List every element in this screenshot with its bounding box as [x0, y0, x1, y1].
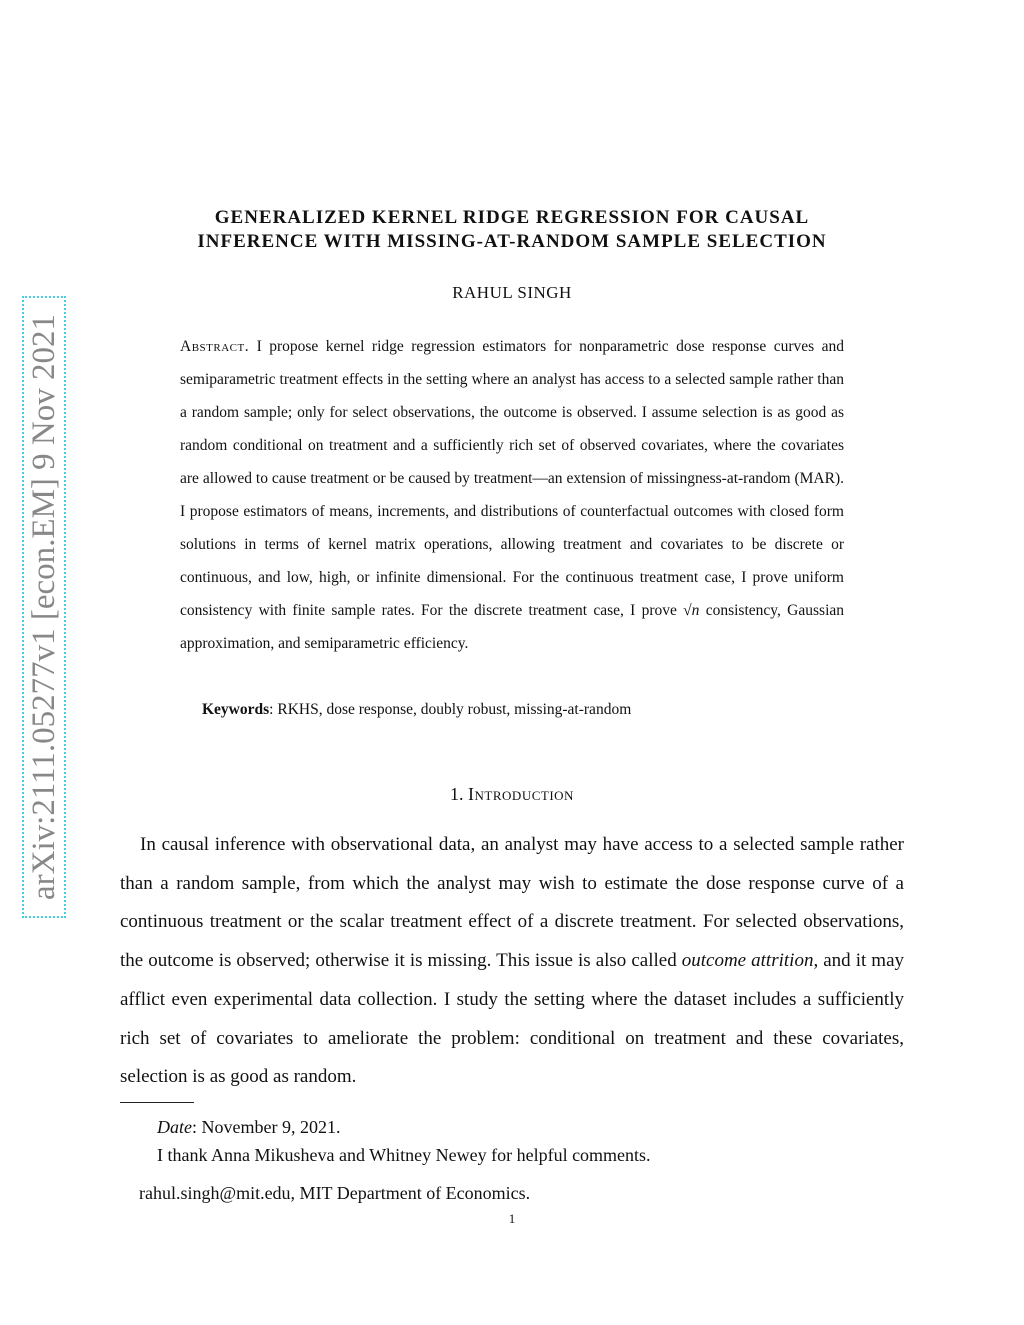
section-heading: [0, 784, 1024, 805]
footnote-rule: [120, 1102, 194, 1103]
date-value: : November 9, 2021.: [192, 1117, 341, 1137]
footnote-acknowledgment: I thank Anna Mikusheva and Whitney Newey for helpful comments.: [157, 1145, 651, 1165]
arxiv-identifier[interactable]: arXiv:2111.05277v1 [econ.EM] 9 Nov 2021: [26, 314, 62, 900]
introduction-paragraph: [120, 826, 904, 1097]
paper-title-line-1: GENERALIZED KERNEL RIDGE REGRESSION FOR CAUSAL: [214, 207, 810, 228]
abstract-label: Abstract.: [180, 338, 250, 355]
author-name: RAHUL SINGH: [452, 283, 572, 302]
sqrt-n-symbol: √n: [683, 602, 700, 619]
section-title: Introduction: [468, 784, 574, 804]
paper-title-line-2: INFERENCE WITH MISSING-AT-RANDOM SAMPLE SELECTION: [197, 231, 827, 252]
intro-emphasis: outcome attrition: [681, 950, 814, 972]
footnote-affiliation: rahul.singh@mit.edu, MIT Department of Economics.: [139, 1183, 531, 1203]
date-label: Date: [157, 1117, 192, 1137]
intro-text: In causal inference with observational data, an analyst may have access to a selected sample rather than a random sample, from which the analyst may wish to estimate the dose response curve of a continuous treatment or the scalar treatment effect of a discrete treatment. For selected observations, the outcome is observed; otherwise it is missing. This issue is also called: [120, 834, 904, 972]
abstract-body: I propose kernel ridge regression estimators for nonparametric dose response curves and semiparametric treatment effects in the setting where an analyst has access to a selected sample rather than a random sample; only for select observations, the outcome is observed. I assume selection is as good as random conditional on treatment and a sufficiently rich set of observed covariates, where the covariates are allowed to cause treatment or be caused by treatment—an extension of missingness-at-random (MAR). I propose estimators of means, increments, and distributions of counterfactual outcomes with closed form solutions in terms of kernel matrix operations, allowing treatment and covariates to be discrete or continuous, and low, high, or infinite dimensional. For the continuous treatment case, I prove uniform consistency with finite sample rates. For the discrete treatment case, I prove: [180, 338, 844, 619]
keywords-label: Keywords: [202, 701, 270, 718]
page-number: 1: [508, 1211, 516, 1226]
keywords-list: RKHS, dose response, doubly robust, missing-at-random: [277, 701, 632, 718]
keywords: Keywords: RKHS, dose response, doubly robust, missing-at-random: [202, 701, 632, 718]
abstract: [180, 330, 844, 660]
section-number: 1.: [450, 784, 464, 804]
intro-text-continued: , and it may afflict even experimental data collection. I study the setting where the dataset includes a sufficiently rich set of covariates to ameliorate the problem: conditional on treatment and these covariates, selection is as good as random.: [120, 950, 905, 1088]
footnote-date: [157, 1115, 340, 1139]
abstract-body-end: consistency, Gaussian approximation, and semiparametric efficiency.: [180, 602, 845, 652]
